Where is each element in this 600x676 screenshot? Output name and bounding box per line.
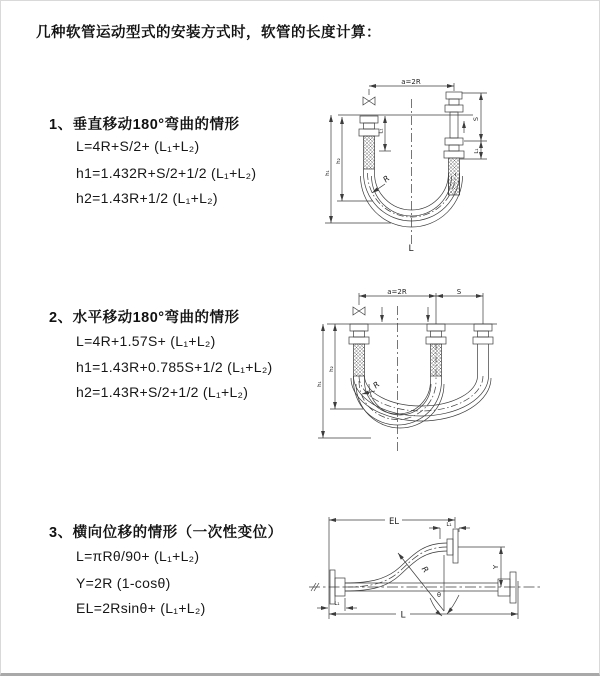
d2-valve-icon (353, 307, 365, 315)
d3-dim-el: EL (388, 517, 400, 527)
d1-linework (325, 83, 487, 245)
d1-label-l: L (408, 244, 414, 254)
section-3-formula-L: L=πRθ/90+ (L₁+L₂) (76, 548, 200, 564)
d1-valve-icon (363, 97, 375, 105)
d3-dim-y: Y (492, 564, 500, 570)
d3-label-r: R (419, 564, 431, 575)
d2-braid-left (354, 344, 365, 376)
section-3-heading: 3、横向位移的情形（一次性变位） (49, 525, 283, 541)
page-title: 几种软管运动型式的安装方式时，软管的长度计算： (36, 25, 381, 41)
section-2-heading: 2、水平移动180°弯曲的情形 (49, 310, 240, 326)
d1-braid-right (449, 158, 460, 195)
diagram-lateral-displacement (301, 501, 600, 656)
d1-dim-l1-left: L₁ (378, 128, 385, 134)
d2-label-r: R (371, 379, 382, 391)
d2-linework (318, 293, 497, 451)
d1-braid-left (364, 136, 375, 169)
section-2-formula-h2: h2=1.43R+S/2+1/2 (L₁+L₂) (76, 384, 249, 400)
d2-dim-s: S (456, 288, 462, 296)
d1-label-r: R (381, 173, 392, 185)
section-1-formula-L: L=4R+S/2+ (L₁+L₂) (76, 138, 200, 154)
section-3-formula-Y: Y=2R (1-cosθ) (76, 575, 171, 591)
d3-dim-l: L (400, 610, 406, 621)
d1-dim-h2: h₂ (336, 158, 342, 164)
d3-label-theta: θ (437, 591, 441, 599)
section-2-formula-h1: h1=1.43R+0.785S+1/2 (L₁+L₂) (76, 359, 273, 375)
d1-dim-s: S (472, 116, 480, 122)
d1-dim-h1: h₁ (325, 170, 331, 176)
diagram-vertical-180 (311, 73, 600, 258)
d2-dim-h2: h₂ (329, 366, 335, 372)
diagram-horizontal-180 (311, 281, 600, 459)
section-3-formula-EL: EL=2Rsinθ+ (L₁+L₂) (76, 600, 206, 616)
d3-dim-l1-top: L₁ (446, 522, 452, 528)
section-1-formula-h2: h2=1.43R+1/2 (L₁+L₂) (76, 190, 218, 206)
d1-dim-l1-right: L₁ (474, 148, 480, 154)
d1-dim-a2r: a=2R (401, 78, 421, 86)
d2-dim-a2r: a=2R (387, 288, 407, 296)
section-2-formula-L: L=4R+1.57S+ (L₁+L₂) (76, 333, 216, 349)
d2-dim-h1: h₁ (317, 381, 323, 387)
d3-dim-l1-left: L₁ (334, 601, 340, 607)
section-1-formula-h1: h1=1.432R+S/2+1/2 (L₁+L₂) (76, 165, 257, 181)
section-1-heading: 1、垂直移动180°弯曲的情形 (49, 117, 240, 133)
